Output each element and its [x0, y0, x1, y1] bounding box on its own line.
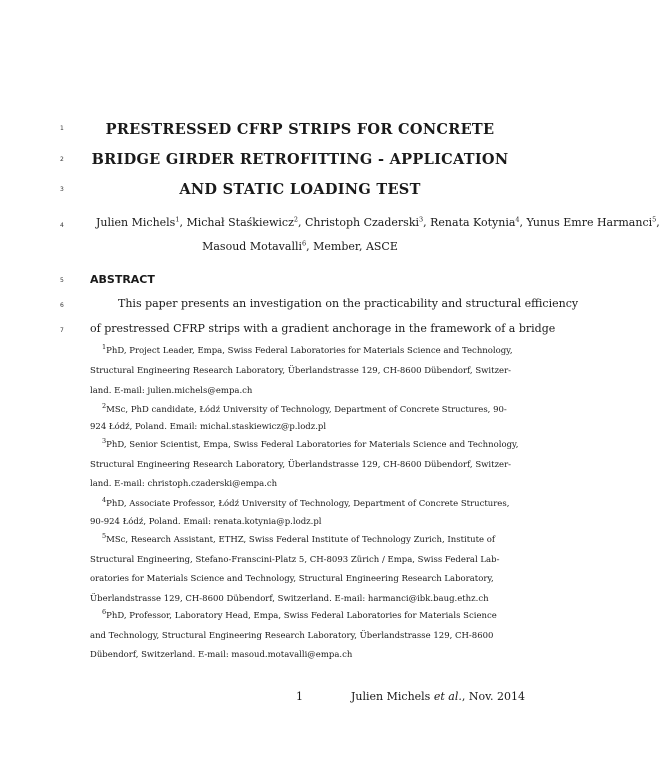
footnote-line [102, 402, 507, 415]
author-membership: , Member, ASCE [306, 240, 398, 253]
author-affiliation-mark: 5 [652, 215, 657, 224]
footnote-line: Structural Engineering, Stefano-Franscini-Platz 5, CH-8093 Zürich / Empa, Swiss Federal Lab- [90, 555, 500, 565]
footnote-text: PhD, Associate Professor, Łódź University of Technology, Department of Concrete Structures, [106, 499, 510, 509]
line-number: 4 [60, 222, 64, 229]
footnote-line [102, 608, 497, 621]
footnote-text: MSc, Research Assistant, ETHZ, Swiss Federal Institute of Technology Zurich, Institute of [106, 535, 496, 545]
footnote-text: PhD, Senior Scientist, Empa, Swiss Federal Laboratories for Materials Science and Technology, [106, 440, 519, 450]
footnote-line: land. E-mail: julien.michels@empa.ch [90, 386, 253, 396]
author-affiliation-mark: 1 [175, 215, 180, 224]
author-name: Masoud Motavalli [202, 240, 303, 253]
author-affiliation-mark: 3 [419, 215, 424, 224]
footnote-line [102, 496, 510, 509]
page-number: 1 [296, 690, 303, 703]
abstract-heading: ABSTRACT [90, 273, 155, 286]
footnote-line: and Technology, Structural Engineering Research Laboratory, Überlandstrasse 129, CH-8600 [90, 631, 494, 641]
running-date: , Nov. 2014 [461, 690, 525, 703]
line-number: 7 [60, 327, 64, 334]
footnote-text: MSc, PhD candidate, Łódź University of Technology, Department of Concrete Structures, 90- [106, 405, 507, 415]
footnote-line: Structural Engineering Research Laboratory, Überlandstrasse 129, CH-8600 Dübendorf, Switzer- [90, 460, 512, 470]
footnote-line: Dübendorf, Switzerland. E-mail: masoud.motavalli@empa.ch [90, 650, 353, 660]
line-number: 6 [60, 302, 64, 309]
footnote-line [102, 343, 513, 356]
footnote-line [102, 532, 496, 545]
footnote-mark: 1 [102, 343, 107, 352]
line-number: 1 [60, 125, 64, 132]
author-affiliation-mark: 2 [293, 215, 298, 224]
abstract-text-line: This paper presents an investigation on the practicability and structural efficiency [118, 297, 579, 310]
running-author: Julien Michels [351, 690, 434, 703]
author-line [0, 240, 600, 253]
author-affiliation-mark: 4 [515, 215, 520, 224]
et-al: et al. [433, 690, 462, 703]
abstract-text-line: of prestressed CFRP strips with a gradient anchorage in the framework of a bridge [90, 322, 556, 335]
running-footer [351, 690, 525, 703]
line-number: 2 [60, 156, 64, 163]
footnote-mark: 5 [102, 532, 107, 541]
footnote-line [102, 437, 519, 450]
line-number: 5 [60, 277, 64, 284]
author-affiliation-mark: 6 [302, 239, 307, 248]
line-number: 3 [60, 186, 64, 193]
author-name: Yunus Emre Harmanci [526, 216, 653, 229]
footnote-text: PhD, Project Leader, Empa, Swiss Federal Laboratories for Materials Science and Technology, [106, 346, 513, 356]
author-name: Michał Staśkiewicz [186, 216, 294, 229]
footnote-line: Structural Engineering Research Laboratory, Überlandstrasse 129, CH-8600 Dübendorf, Switzer- [90, 366, 512, 376]
footnote-line: 924 Łódź, Poland. Email: michal.staskiewicz@p.lodz.pl [90, 422, 327, 432]
footnote-line: oratories for Materials Science and Technology, Structural Engineering Research Laboratory, [90, 574, 494, 584]
author-name: Christoph Czaderski [305, 216, 419, 229]
footnote-mark: 3 [102, 437, 107, 446]
footnote-line: Überlandstrasse 129, CH-8600 Dübendorf, Switzerland. E-mail: harmanci@ibk.baug.ethz.ch [90, 594, 489, 604]
footnote-text: PhD, Professor, Laboratory Head, Empa, Swiss Federal Laboratories for Materials Science [106, 611, 497, 621]
author-line: Julien Michels$^1$, Michał Staśkiewicz$^2$, Christoph Czaderski$^3$, Renata Kotynia$^4$, Yunus Emre Harmanci$^5$, [96, 215, 660, 229]
footnote-line: land. E-mail: christoph.czaderski@empa.ch [90, 479, 278, 489]
title-line: BRIDGE GIRDER RETROFITTING - APPLICATION [91, 151, 509, 168]
title-line: AND STATIC LOADING TEST [179, 181, 421, 198]
footnote-mark: 2 [102, 402, 107, 411]
footnote-mark: 6 [102, 608, 107, 617]
footnote-line: 90-924 Łódź, Poland. Email: renata.kotynia@p.lodz.pl [90, 517, 322, 527]
footnote-mark: 4 [102, 496, 107, 505]
title-line: PRESTRESSED CFRP STRIPS FOR CONCRETE [105, 121, 495, 138]
author-name: Julien Michels [96, 216, 176, 229]
author-name: Renata Kotynia [430, 216, 516, 229]
